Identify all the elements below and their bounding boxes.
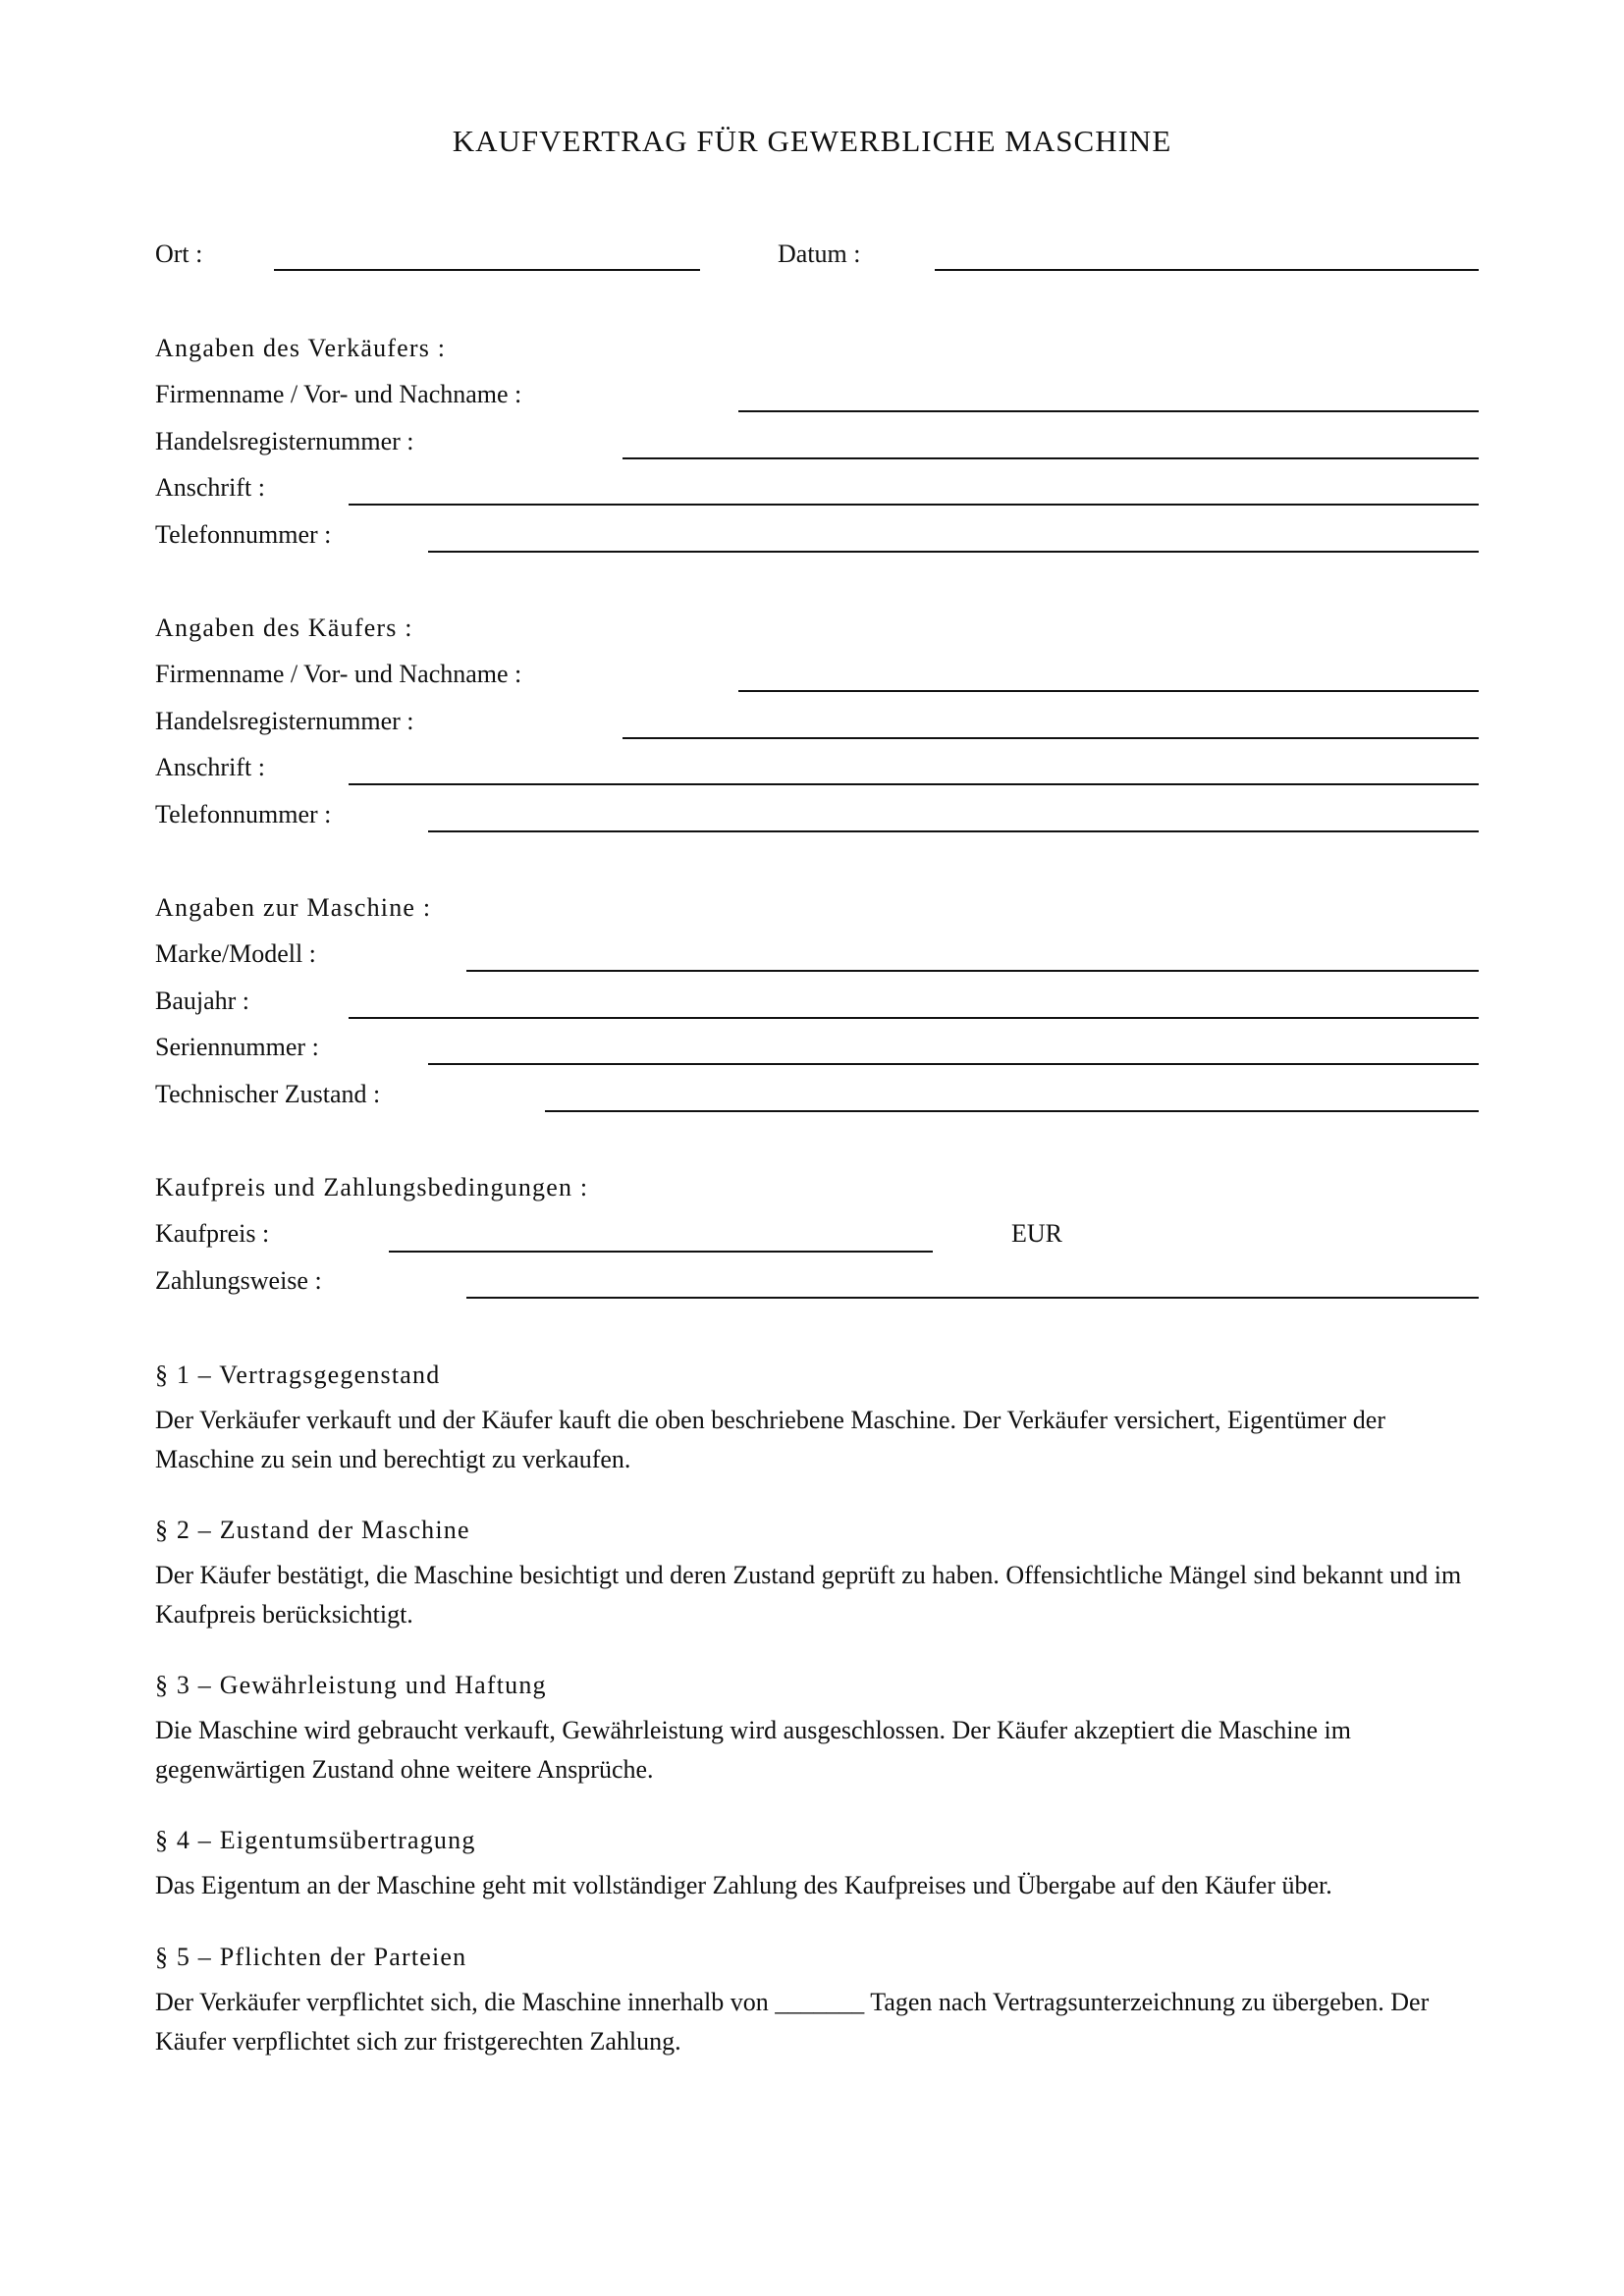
seller-name-label: Firmenname / Vor- und Nachname : [155,380,522,408]
seller-register-label: Handelsregisternummer : [155,427,414,455]
section-2-text: Der Käufer bestätigt, die Maschine besichtigt und deren Zustand geprüft zu haben. Offensichtliche Mängel sind bekannt und im Kaufpreis berücksichtigt. [155,1561,1462,1629]
seller-phone-label: Telefonnummer : [155,520,332,549]
machine-serial-label: Seriennummer : [155,1033,319,1061]
seller-address-field[interactable] [349,504,1479,506]
machine-heading: Angaben zur Maschine : [155,893,432,922]
buyer-name-field[interactable] [738,690,1479,692]
section-5-heading: § 5 – Pflichten der Parteien [155,1943,467,1971]
machine-year-label: Baujahr : [155,987,250,1015]
seller-address-label: Anschrift : [155,473,265,502]
buyer-phone-label: Telefonnummer : [155,800,332,828]
price-field[interactable] [389,1251,933,1253]
buyer-phone-field[interactable] [428,830,1479,832]
buyer-address-field[interactable] [349,783,1479,785]
machine-serial-field[interactable] [428,1063,1479,1065]
payment-label: Zahlungsweise : [155,1266,322,1295]
machine-model-label: Marke/Modell : [155,939,316,968]
ort-label: Ort : [155,240,203,268]
section-5-text: Der Verkäufer verpflichtet sich, die Maschine innerhalb von _______ Tagen nach Vertragsunterzeichnung zu übergeben. Der Käufer verpflichtet sich zur fristgerechten Zahlung. [155,1988,1430,2056]
buyer-address-label: Anschrift : [155,753,265,781]
section-4-text: Das Eigentum an der Maschine geht mit vollständiger Zahlung des Kaufpreises und Übergabe auf den Käufer über. [155,1871,1332,1899]
buyer-heading: Angaben des Käufers : [155,614,413,642]
price-heading: Kaufpreis und Zahlungsbedingungen : [155,1173,589,1201]
currency-label: EUR [1011,1219,1062,1248]
machine-model-field[interactable] [466,970,1479,972]
ort-field[interactable] [274,269,700,271]
buyer-register-label: Handelsregisternummer : [155,707,414,735]
section-3-heading: § 3 – Gewährleistung und Haftung [155,1671,547,1699]
section-4-heading: § 4 – Eigentumsübertragung [155,1826,476,1854]
payment-field[interactable] [466,1297,1479,1299]
price-label: Kaufpreis : [155,1219,270,1248]
machine-year-field[interactable] [349,1017,1479,1019]
machine-condition-field[interactable] [545,1110,1479,1112]
section-2-heading: § 2 – Zustand der Maschine [155,1516,470,1544]
buyer-register-field[interactable] [623,737,1479,739]
seller-phone-field[interactable] [428,551,1479,553]
datum-field[interactable] [935,269,1479,271]
document-title: KAUFVERTRAG FÜR GEWERBLICHE MASCHINE [452,124,1172,158]
seller-register-field[interactable] [623,457,1479,459]
section-1-text: Der Verkäufer verkauft und der Käufer kauft die oben beschriebene Maschine. Der Verkäufer versichert, Eigentümer der Maschine zu sein und berechtigt zu verkaufen. [155,1406,1385,1473]
seller-name-field[interactable] [738,410,1479,412]
datum-label: Datum : [778,240,861,268]
buyer-name-label: Firmenname / Vor- und Nachname : [155,660,522,688]
section-3-text: Die Maschine wird gebraucht verkauft, Gewährleistung wird ausgeschlossen. Der Käufer akzeptiert die Maschine im gegenwärtigen Zustand ohne weitere Ansprüche. [155,1716,1351,1784]
section-1-heading: § 1 – Vertragsgegenstand [155,1361,441,1389]
seller-heading: Angaben des Verkäufers : [155,334,447,362]
machine-condition-label: Technischer Zustand : [155,1080,381,1108]
